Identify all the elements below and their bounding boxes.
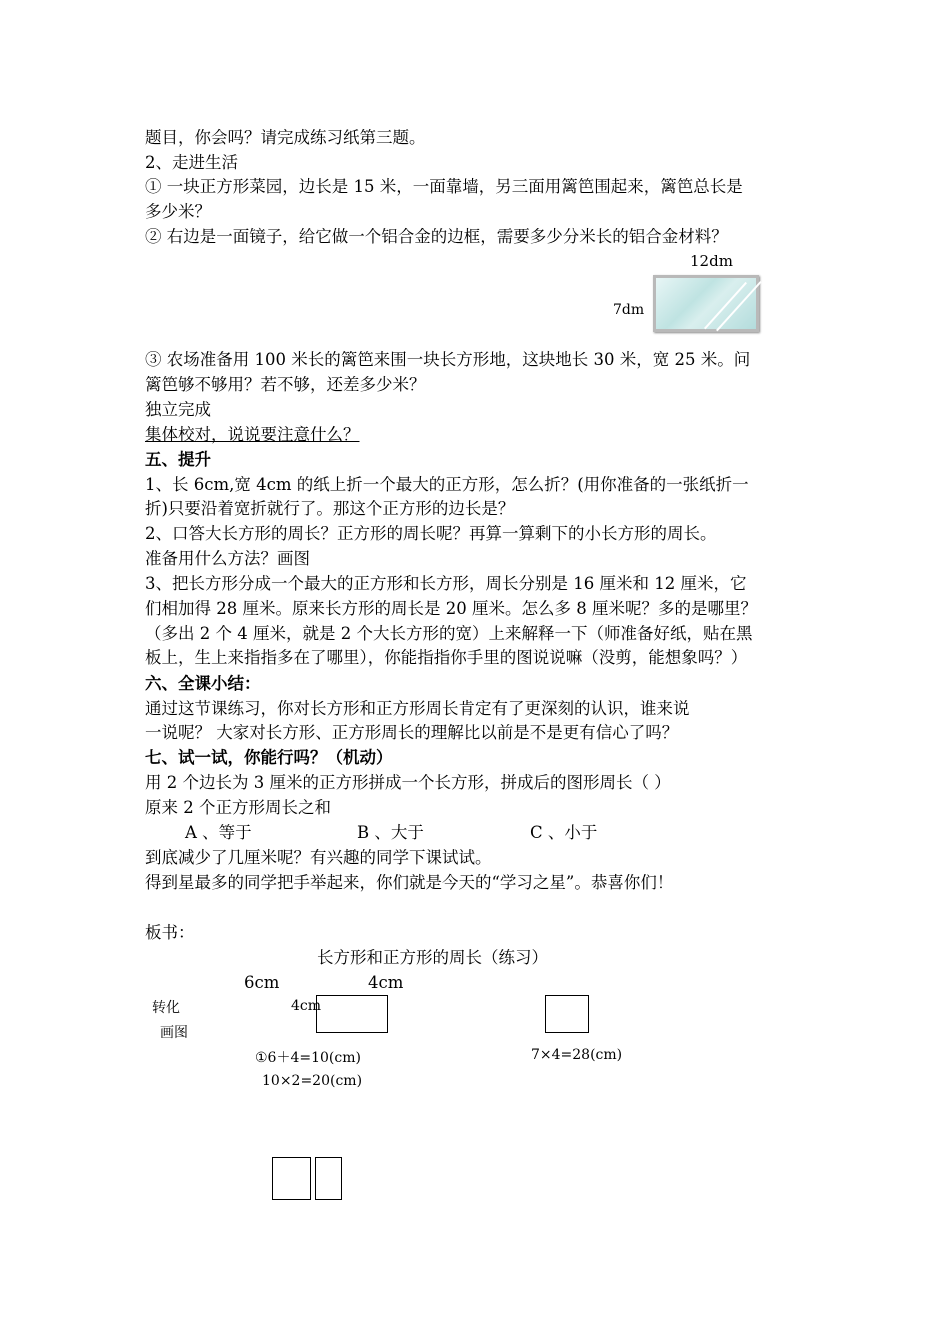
text-line: 一说呢？ 大家对长方形、正方形周长的理解比以前是不是更有信心了吗？ <box>145 723 679 742</box>
text-line: 原来 2 个正方形周长之和 <box>145 798 331 817</box>
text-line: 们相加得 28 厘米。原来长方形的周长是 20 厘米。怎么多 8 厘米呢？多的是哪里？ <box>145 599 757 618</box>
text-line: （多出 2 个 4 厘米，就是 2 个大长方形的宽）上来解释一下（师准备好纸，贴在黑 <box>145 624 753 643</box>
text-line: 多少米？ <box>145 202 211 221</box>
text-line: 独立完成 <box>145 400 211 419</box>
square-right <box>315 1157 342 1200</box>
text-line: 集体校对，说说要注意什么？ <box>145 425 360 444</box>
text-line: 通过这节课练习，你对长方形和正方形周长肯定有了更深刻的认识，谁来说 <box>145 699 690 718</box>
section-heading: 五、提升 <box>145 450 211 469</box>
section-heading: 七、试一试，你能行吗？（机动） <box>145 748 393 767</box>
text-line: 用 2 个边长为 3 厘米的正方形拼成一个长方形，拼成后的图形周长（ ） <box>145 773 671 792</box>
calc-line-2: 10×2=20(cm) <box>262 1073 363 1089</box>
text-line: 得到星最多的同学把手举起来，你们就是今天的“学习之星”。恭喜你们！ <box>145 873 674 892</box>
option-a: A 、等于 <box>185 823 252 842</box>
text-line: 2、口答大长方形的周长？正方形的周长呢？再算一算剩下的小长方形的周长。 <box>145 524 717 543</box>
text-line: 到底减少了几厘米呢？有兴趣的同学下课试试。 <box>145 848 492 867</box>
text-line: 3、把长方形分成一个最大的正方形和长方形，周长分别是 16 厘米和 12 厘米，它 <box>145 574 747 593</box>
text-line: 准备用什么方法？画图 <box>145 549 310 568</box>
board-label: 板书： <box>145 923 195 942</box>
length-label: 6cm <box>244 973 280 992</box>
text-line: ① 一块正方形菜园，边长是 15 米，一面靠墙，另三面用篱笆围起来，篱笆总长是 <box>145 177 743 196</box>
calc-line-1: ①6＋4=10(cm) <box>255 1050 361 1066</box>
text-line: ③ 农场准备用 100 米长的篱笆来围一块长方形地，这块地长 30 米，宽 25 米。问 <box>145 350 751 369</box>
mirror-width-label: 12dm <box>690 252 733 270</box>
board-title: 长方形和正方形的周长（练习） <box>317 948 548 967</box>
text-line: 1、长 6cm,宽 4cm 的纸上折一个最大的正方形，怎么折？(用你准备的一张纸折一 <box>145 475 749 494</box>
text-line: 题目，你会吗？请完成练习纸第三题。 <box>145 128 426 147</box>
text-line: 折)只要沿着宽折就行了。那这个正方形的边长是？ <box>145 499 515 518</box>
option-b: B 、大于 <box>357 823 424 842</box>
text-line: 板上，生上来指指多在了哪里），你能指指你手里的图说说嘛（没剪，能想象吗？） <box>145 648 748 667</box>
board-step-transform: 转化 <box>152 1000 180 1016</box>
section-heading: 2、走进生活 <box>145 153 238 172</box>
calc-line-3: 7×4=28(cm) <box>531 1047 623 1063</box>
mirror-height-label: 7dm <box>613 302 645 318</box>
square-shape <box>545 995 589 1033</box>
board-step-draw: 画图 <box>160 1025 188 1041</box>
side-label: 4cm <box>291 998 322 1014</box>
option-c: C 、小于 <box>530 823 598 842</box>
mirror-image <box>653 275 759 332</box>
width-label: 4cm <box>368 973 404 992</box>
section-heading: 六、全课小结： <box>145 674 261 693</box>
square-left <box>272 1157 311 1200</box>
text-line: ② 右边是一面镜子，给它做一个铝合金的边框，需要多少分米长的铝合金材料？ <box>145 227 728 246</box>
small-rectangle <box>316 995 388 1033</box>
text-line: 篱笆够不够用？若不够，还差多少米？ <box>145 375 426 394</box>
